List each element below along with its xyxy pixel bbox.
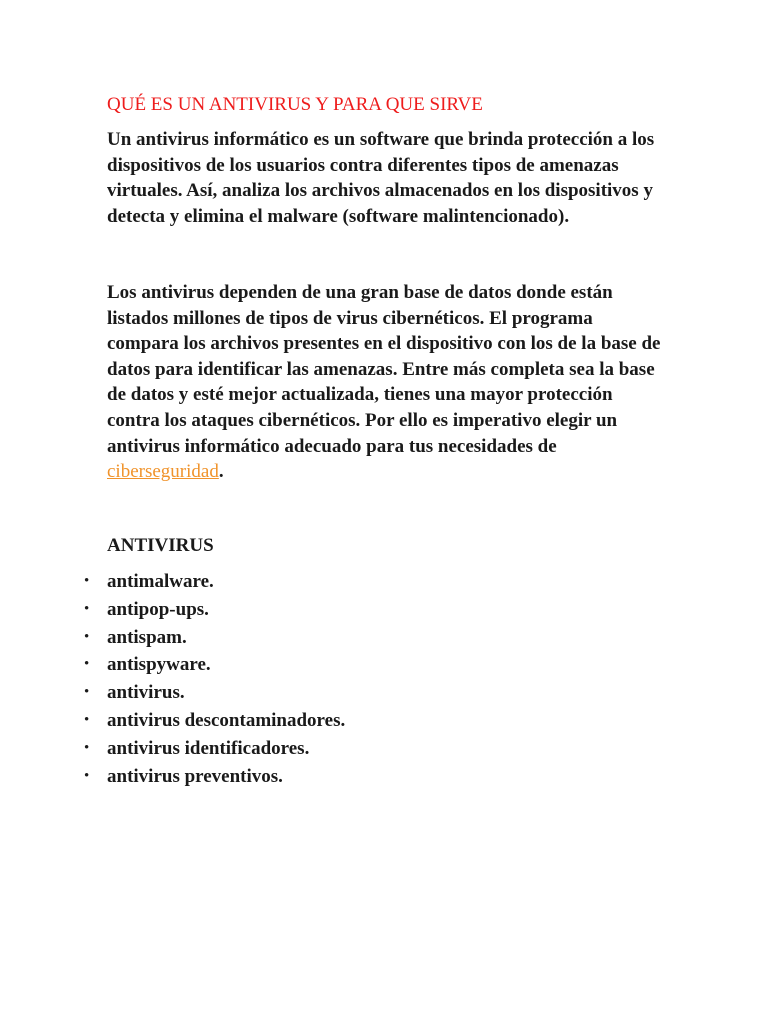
list-item-label: antispam. [107, 626, 187, 648]
bullet-icon: • [84, 656, 90, 673]
database-paragraph-text: Los antivirus dependen de una gran base de datos donde están listados millones de tipos de virus cibernéticos. El programa compara los archivos presentes en el dispositivo con los de la base de datos para identificar las amenazas. Entre más completa sea la base de datos y esté mejor actualizada, tienes una mayor protección contra los ataques cibernéticos. Por ello es imperativo elegir un antivirus informático adecuado para tus necesidades de [107, 282, 661, 457]
intro-paragraph: Un antivirus informático es un software que brinda protección a los dispositivos de los usuarios contra diferentes tipos de amenazas virtuales. Así, analiza los archivos almacenados en los dispositivos y detecta y elimina el malware (software malintencionado). [107, 129, 655, 227]
paragraph-period: . [218, 461, 224, 483]
list-item-label: antivirus. [107, 682, 185, 704]
list-item-label: antivirus preventivos. [107, 765, 283, 787]
antivirus-subheading: ANTIVIRUS [107, 535, 214, 556]
list-item-label: antivirus identificadores. [107, 737, 310, 759]
list-item [0, 763, 345, 791]
bullet-icon: • [84, 600, 90, 617]
bullet-icon: • [84, 711, 90, 728]
bullet-icon: • [84, 628, 90, 645]
ciberseguridad-link[interactable]: ciberseguridad [107, 461, 219, 483]
bullet-icon: • [84, 739, 90, 756]
list-item-label: antimalware. [107, 571, 214, 592]
list-item [0, 735, 345, 763]
page-title: QUÉ ES UN ANTIVIRUS Y PARA QUE SIRVE [107, 94, 483, 115]
database-paragraph [107, 280, 667, 485]
bullet-icon: • [84, 573, 90, 589]
list-item [0, 596, 345, 624]
list-item [0, 568, 345, 596]
bullet-icon: • [84, 684, 90, 701]
antivirus-types-list [0, 568, 345, 790]
list-item-label: antivirus descontaminadores. [107, 709, 346, 731]
list-item [0, 624, 345, 652]
list-item-label: antipop-ups. [107, 598, 209, 620]
list-item [0, 707, 345, 735]
list-item [0, 679, 345, 707]
bullet-icon: • [84, 767, 90, 784]
list-item-label: antispyware. [107, 654, 211, 676]
list-item [0, 651, 345, 679]
